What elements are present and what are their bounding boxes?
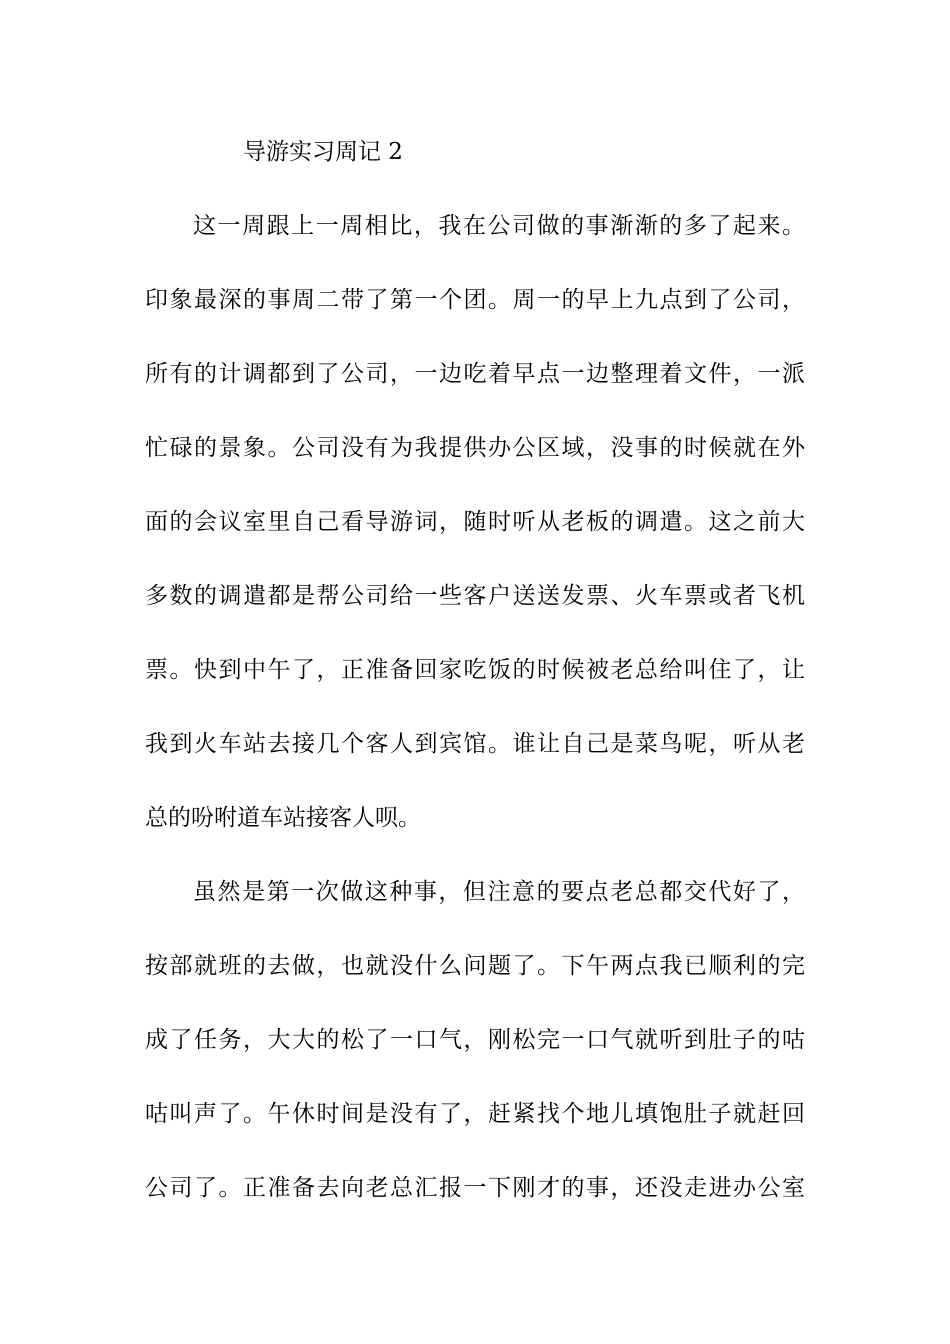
paragraph-line: 虽然是第一次做这种事，但注意的要点老总都交代好了，	[193, 879, 805, 905]
paragraph-line: 票。快到中午了，正准备回家吃饭的时候被老总给叫住了，让	[145, 657, 805, 683]
paragraph-line: 我到火车站去接几个客人到宾馆。谁让自己是菜鸟呢，听从老	[145, 731, 805, 757]
paragraph-line: 总的吩咐道车站接客人呗。	[145, 805, 421, 831]
paragraph-1	[145, 189, 805, 855]
paragraph-line: 印象最深的事周二带了第一个团。周一的早上九点到了公司，	[145, 287, 805, 313]
paragraph-line: 成了任务，大大的松了一口气，刚松完一口气就听到肚子的咕	[145, 1027, 805, 1053]
paragraph-line: 面的会议室里自己看导游词，随时听从老板的调遣。这之前大	[145, 509, 805, 535]
paragraph-line: 按部就班的去做，也就没什么问题了。下午两点我已顺利的完	[145, 953, 805, 979]
paragraph-2	[145, 855, 805, 1225]
paragraph-line: 公司了。正准备去向老总汇报一下刚才的事，还没走进办公室	[145, 1175, 805, 1201]
paragraph-line: 忙碌的景象。公司没有为我提供办公区域，没事的时候就在外	[145, 435, 805, 461]
paragraph-line: 这一周跟上一周相比，我在公司做的事渐渐的多了起来。	[193, 213, 805, 239]
paragraph-line: 咕叫声了。午休时间是没有了，赶紧找个地儿填饱肚子就赶回	[145, 1101, 805, 1127]
document-title: 导游实习周记 2	[243, 139, 403, 165]
paragraph-line: 所有的计调都到了公司，一边吃着早点一边整理着文件，一派	[145, 361, 805, 387]
paragraph-line: 多数的调遣都是帮公司给一些客户送送发票、火车票或者飞机	[145, 583, 805, 609]
